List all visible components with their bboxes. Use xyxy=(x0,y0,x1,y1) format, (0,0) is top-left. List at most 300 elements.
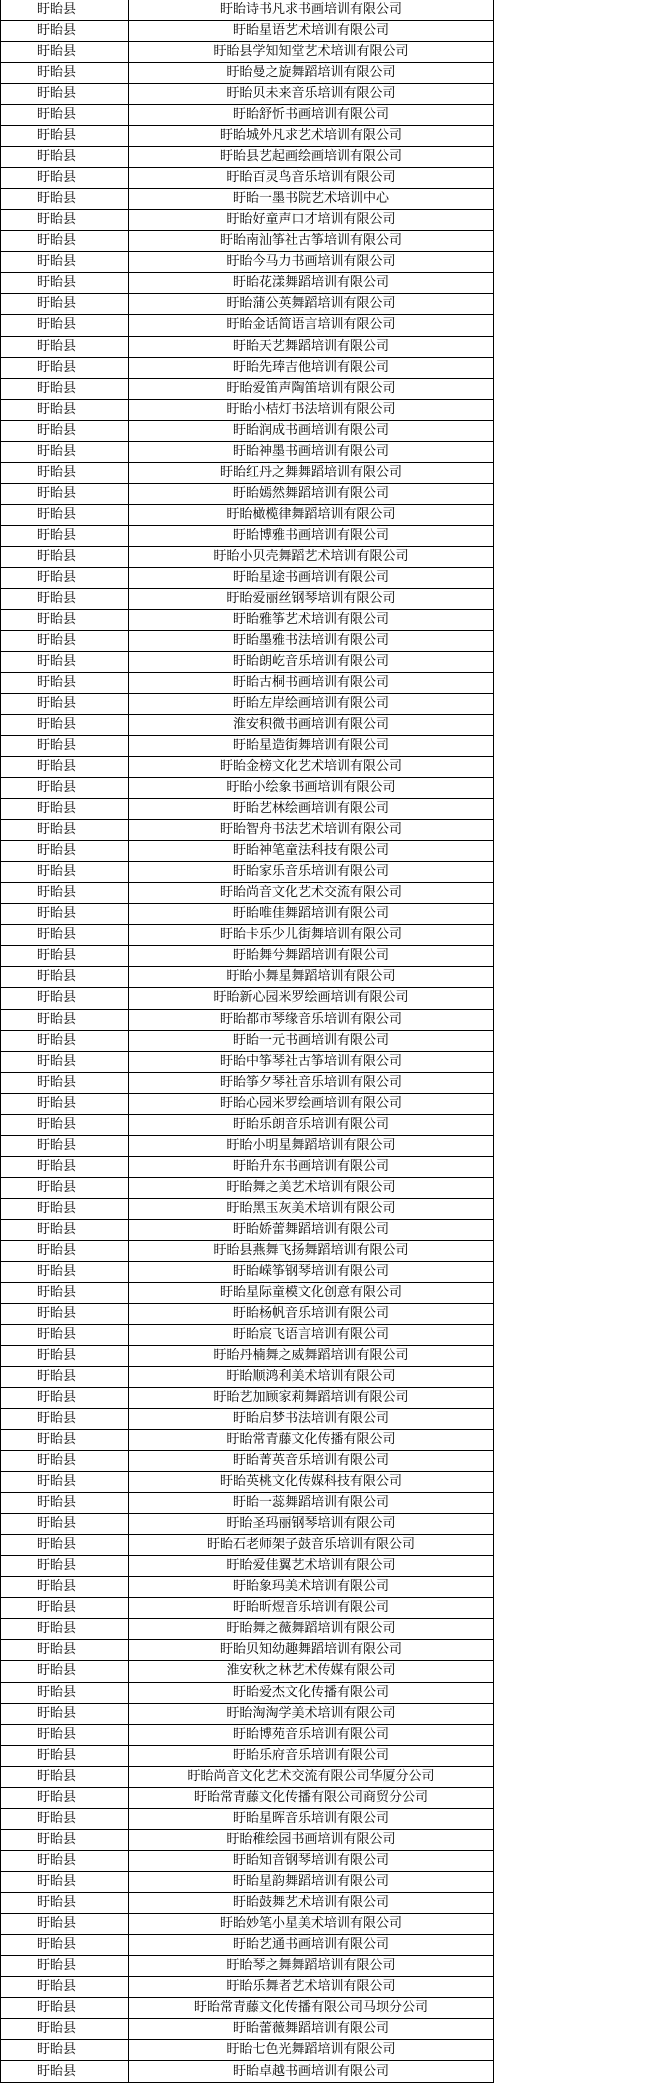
county-cell: 盱眙县 xyxy=(1,2019,129,2040)
county-cell: 盱眙县 xyxy=(1,1282,129,1303)
table-row xyxy=(1,1997,653,2018)
table-row xyxy=(1,1871,653,1892)
county-cell: 盱眙县 xyxy=(1,1240,129,1261)
table-row xyxy=(1,1535,653,1556)
empty-margin-cell xyxy=(494,0,653,21)
county-cell: 盱眙县 xyxy=(1,1030,129,1051)
county-cell: 盱眙县 xyxy=(1,841,129,862)
company-name-cell: 盱眙红丹之舞舞蹈培训有限公司 xyxy=(129,462,494,483)
empty-margin-cell xyxy=(494,1135,653,1156)
company-name-cell: 盱眙丹楠舞之威舞蹈培训有限公司 xyxy=(129,1346,494,1367)
company-name-cell: 盱眙圣玛丽钢琴培训有限公司 xyxy=(129,1514,494,1535)
company-name-cell: 盱眙舒忻书画培训有限公司 xyxy=(129,105,494,126)
county-cell: 盱眙县 xyxy=(1,1577,129,1598)
table-row xyxy=(1,1745,653,1766)
county-cell: 盱眙县 xyxy=(1,483,129,504)
county-cell: 盱眙县 xyxy=(1,609,129,630)
empty-margin-cell xyxy=(494,273,653,294)
county-cell: 盱眙县 xyxy=(1,1346,129,1367)
company-name-cell: 盱眙雅筝艺术培训有限公司 xyxy=(129,609,494,630)
company-name-cell: 盱眙左岸绘画培训有限公司 xyxy=(129,694,494,715)
empty-margin-cell xyxy=(494,883,653,904)
county-cell: 盱眙县 xyxy=(1,1051,129,1072)
county-cell: 盱眙县 xyxy=(1,778,129,799)
company-name-cell: 盱眙小桔灯书法培训有限公司 xyxy=(129,399,494,420)
table-row xyxy=(1,988,653,1009)
company-name-cell: 盱眙今马力书画培训有限公司 xyxy=(129,252,494,273)
company-name-cell: 盱眙稚绘园书画培训有限公司 xyxy=(129,1829,494,1850)
company-name-cell: 盱眙乐朗音乐培训有限公司 xyxy=(129,1114,494,1135)
table-row xyxy=(1,546,653,567)
company-name-cell: 盱眙昕煜音乐培训有限公司 xyxy=(129,1598,494,1619)
table-body xyxy=(1,0,653,2083)
company-name-cell: 盱眙舞之薇舞蹈培训有限公司 xyxy=(129,1619,494,1640)
table-row xyxy=(1,1640,653,1661)
county-cell: 盱眙县 xyxy=(1,967,129,988)
company-name-cell: 盱眙润成书画培训有限公司 xyxy=(129,420,494,441)
empty-margin-cell xyxy=(494,1409,653,1430)
empty-margin-cell xyxy=(494,1030,653,1051)
empty-margin-cell xyxy=(494,1367,653,1388)
company-name-cell: 盱眙墨雅书法培训有限公司 xyxy=(129,630,494,651)
company-name-cell: 盱眙石老师架子鼓音乐培训有限公司 xyxy=(129,1535,494,1556)
company-name-cell: 盱眙鼓舞艺术培训有限公司 xyxy=(129,1892,494,1913)
table-row xyxy=(1,2061,653,2083)
county-cell: 盱眙县 xyxy=(1,820,129,841)
county-cell: 盱眙县 xyxy=(1,1219,129,1240)
county-cell: 盱眙县 xyxy=(1,1703,129,1724)
company-name-cell: 盱眙星造街舞培训有限公司 xyxy=(129,736,494,757)
empty-margin-cell xyxy=(494,504,653,525)
empty-margin-cell xyxy=(494,1556,653,1577)
company-name-cell: 盱眙艺通书画培训有限公司 xyxy=(129,1934,494,1955)
company-name-cell: 盱眙星途书画培训有限公司 xyxy=(129,567,494,588)
county-cell: 盱眙县 xyxy=(1,2040,129,2061)
empty-margin-cell xyxy=(494,1955,653,1976)
empty-margin-cell xyxy=(494,1640,653,1661)
table-row xyxy=(1,1303,653,1324)
county-cell: 盱眙县 xyxy=(1,799,129,820)
county-cell: 盱眙县 xyxy=(1,651,129,672)
table-row xyxy=(1,651,653,672)
empty-margin-cell xyxy=(494,1451,653,1472)
empty-margin-cell xyxy=(494,420,653,441)
table-row xyxy=(1,1976,653,1997)
county-cell: 盱眙县 xyxy=(1,189,129,210)
empty-margin-cell xyxy=(494,1514,653,1535)
company-name-cell: 盱眙都市琴缘音乐培训有限公司 xyxy=(129,1009,494,1030)
county-cell: 盱眙县 xyxy=(1,231,129,252)
table-row xyxy=(1,42,653,63)
empty-margin-cell xyxy=(494,651,653,672)
county-cell: 盱眙县 xyxy=(1,736,129,757)
table-row xyxy=(1,841,653,862)
empty-margin-cell xyxy=(494,694,653,715)
table-row xyxy=(1,1198,653,1219)
empty-margin-cell xyxy=(494,252,653,273)
table-row xyxy=(1,462,653,483)
county-cell: 盱眙县 xyxy=(1,1261,129,1282)
company-name-cell: 盱眙七色光舞蹈培训有限公司 xyxy=(129,2040,494,2061)
company-name-cell: 盱眙南汕筝社古筝培训有限公司 xyxy=(129,231,494,252)
empty-margin-cell xyxy=(494,736,653,757)
table-row xyxy=(1,1892,653,1913)
company-name-cell: 盱眙尚音文化艺术交流有限公司 xyxy=(129,883,494,904)
county-cell: 盱眙县 xyxy=(1,988,129,1009)
company-name-cell: 盱眙家乐音乐培训有限公司 xyxy=(129,862,494,883)
county-cell: 盱眙县 xyxy=(1,462,129,483)
county-cell: 盱眙县 xyxy=(1,441,129,462)
empty-margin-cell xyxy=(494,609,653,630)
table-row xyxy=(1,1346,653,1367)
table-row xyxy=(1,1051,653,1072)
company-name-cell: 盱眙金话简语言培训有限公司 xyxy=(129,315,494,336)
empty-margin-cell xyxy=(494,2019,653,2040)
table-row xyxy=(1,315,653,336)
empty-margin-cell xyxy=(494,84,653,105)
company-name-cell: 盱眙天艺舞蹈培训有限公司 xyxy=(129,336,494,357)
table-row xyxy=(1,567,653,588)
county-cell: 盱眙县 xyxy=(1,883,129,904)
company-name-cell: 盱眙小绘象书画培训有限公司 xyxy=(129,778,494,799)
empty-margin-cell xyxy=(494,1261,653,1282)
company-name-cell: 盱眙爱佳翼艺术培训有限公司 xyxy=(129,1556,494,1577)
county-cell: 盱眙县 xyxy=(1,252,129,273)
company-name-cell: 盱眙橄榄律舞蹈培训有限公司 xyxy=(129,504,494,525)
county-cell: 盱眙县 xyxy=(1,546,129,567)
company-name-cell: 盱眙乐府音乐培训有限公司 xyxy=(129,1745,494,1766)
empty-margin-cell xyxy=(494,1829,653,1850)
company-name-cell: 盱眙神笔童法科技有限公司 xyxy=(129,841,494,862)
table-row xyxy=(1,21,653,42)
county-cell: 盱眙县 xyxy=(1,1388,129,1409)
county-cell: 盱眙县 xyxy=(1,1409,129,1430)
empty-margin-cell xyxy=(494,715,653,736)
company-name-cell: 盱眙贝未来音乐培训有限公司 xyxy=(129,84,494,105)
company-name-cell: 盱眙妙笔小星美术培训有限公司 xyxy=(129,1913,494,1934)
county-cell: 盱眙县 xyxy=(1,1451,129,1472)
table-row xyxy=(1,252,653,273)
empty-margin-cell xyxy=(494,757,653,778)
table-row xyxy=(1,1934,653,1955)
empty-margin-cell xyxy=(494,673,653,694)
county-cell: 盱眙县 xyxy=(1,862,129,883)
company-name-cell: 淮安积微书画培训有限公司 xyxy=(129,715,494,736)
company-name-cell: 盱眙县学知知堂艺术培训有限公司 xyxy=(129,42,494,63)
county-cell: 盱眙县 xyxy=(1,1303,129,1324)
table-row xyxy=(1,757,653,778)
empty-margin-cell xyxy=(494,1913,653,1934)
table-row xyxy=(1,1850,653,1871)
empty-margin-cell xyxy=(494,1093,653,1114)
empty-margin-cell xyxy=(494,105,653,126)
empty-margin-cell xyxy=(494,1303,653,1324)
empty-margin-cell xyxy=(494,336,653,357)
company-name-cell: 盱眙诗书凡求书画培训有限公司 xyxy=(129,0,494,21)
company-name-cell: 盱眙启梦书法培训有限公司 xyxy=(129,1409,494,1430)
empty-margin-cell xyxy=(494,820,653,841)
empty-margin-cell xyxy=(494,42,653,63)
table-row xyxy=(1,1787,653,1808)
empty-margin-cell xyxy=(494,1051,653,1072)
table-row xyxy=(1,1556,653,1577)
empty-margin-cell xyxy=(494,988,653,1009)
table-row xyxy=(1,820,653,841)
table-row xyxy=(1,2019,653,2040)
empty-margin-cell xyxy=(494,294,653,315)
company-name-cell: 盱眙中筝琴社古筝培训有限公司 xyxy=(129,1051,494,1072)
company-name-cell: 盱眙嵘筝钢琴培训有限公司 xyxy=(129,1261,494,1282)
county-cell: 盱眙县 xyxy=(1,1493,129,1514)
empty-margin-cell xyxy=(494,2040,653,2061)
empty-margin-cell xyxy=(494,1682,653,1703)
empty-margin-cell xyxy=(494,1072,653,1093)
table-row xyxy=(1,294,653,315)
empty-margin-cell xyxy=(494,1724,653,1745)
table-row xyxy=(1,273,653,294)
county-cell: 盱眙县 xyxy=(1,1514,129,1535)
county-cell: 盱眙县 xyxy=(1,1598,129,1619)
empty-margin-cell xyxy=(494,630,653,651)
county-cell: 盱眙县 xyxy=(1,1997,129,2018)
table-row xyxy=(1,420,653,441)
company-name-cell: 盱眙心园米罗绘画培训有限公司 xyxy=(129,1093,494,1114)
table-row xyxy=(1,609,653,630)
county-cell: 盱眙县 xyxy=(1,42,129,63)
table-row xyxy=(1,736,653,757)
empty-margin-cell xyxy=(494,1892,653,1913)
empty-margin-cell xyxy=(494,778,653,799)
county-cell: 盱眙县 xyxy=(1,210,129,231)
county-cell: 盱眙县 xyxy=(1,1156,129,1177)
company-name-cell: 盱眙小明星舞蹈培训有限公司 xyxy=(129,1135,494,1156)
table-row xyxy=(1,63,653,84)
county-cell: 盱眙县 xyxy=(1,315,129,336)
company-name-cell: 盱眙象玛美术培训有限公司 xyxy=(129,1577,494,1598)
empty-margin-cell xyxy=(494,1703,653,1724)
table-row xyxy=(1,1493,653,1514)
company-name-cell: 盱眙蒲公英舞蹈培训有限公司 xyxy=(129,294,494,315)
table-row xyxy=(1,588,653,609)
empty-margin-cell xyxy=(494,925,653,946)
county-cell: 盱眙县 xyxy=(1,420,129,441)
table-row xyxy=(1,1009,653,1030)
company-name-cell: 盱眙黑玉灰美术培训有限公司 xyxy=(129,1198,494,1219)
table-row xyxy=(1,1724,653,1745)
county-cell: 盱眙县 xyxy=(1,357,129,378)
empty-margin-cell xyxy=(494,1282,653,1303)
empty-margin-cell xyxy=(494,1198,653,1219)
empty-margin-cell xyxy=(494,862,653,883)
company-name-cell: 盱眙古桐书画培训有限公司 xyxy=(129,673,494,694)
company-name-cell: 盱眙菁英音乐培训有限公司 xyxy=(129,1451,494,1472)
company-name-cell: 盱眙常青藤文化传播有限公司商贸分公司 xyxy=(129,1787,494,1808)
table-row xyxy=(1,1261,653,1282)
empty-margin-cell xyxy=(494,1114,653,1135)
empty-margin-cell xyxy=(494,1850,653,1871)
table-row xyxy=(1,1324,653,1345)
county-cell: 盱眙县 xyxy=(1,525,129,546)
empty-margin-cell xyxy=(494,841,653,862)
empty-margin-cell xyxy=(494,1535,653,1556)
company-name-cell: 盱眙花漾舞蹈培训有限公司 xyxy=(129,273,494,294)
table-row xyxy=(1,1829,653,1850)
company-name-cell: 盱眙县艺起画绘画培训有限公司 xyxy=(129,147,494,168)
empty-margin-cell xyxy=(494,1219,653,1240)
company-name-cell: 盱眙先琫吉他培训有限公司 xyxy=(129,357,494,378)
empty-margin-cell xyxy=(494,1661,653,1682)
company-name-cell: 盱眙朗屹音乐培训有限公司 xyxy=(129,651,494,672)
table-row xyxy=(1,1135,653,1156)
table-row xyxy=(1,925,653,946)
empty-margin-cell xyxy=(494,967,653,988)
table-row xyxy=(1,904,653,925)
company-name-cell: 盱眙卡乐少儿街舞培训有限公司 xyxy=(129,925,494,946)
empty-margin-cell xyxy=(494,1934,653,1955)
county-cell: 盱眙县 xyxy=(1,630,129,651)
company-name-cell: 盱眙小贝壳舞蹈艺术培训有限公司 xyxy=(129,546,494,567)
county-cell: 盱眙县 xyxy=(1,1850,129,1871)
county-cell: 盱眙县 xyxy=(1,1745,129,1766)
table-row xyxy=(1,883,653,904)
table-row xyxy=(1,525,653,546)
table-row xyxy=(1,1598,653,1619)
table-row xyxy=(1,1682,653,1703)
table-row xyxy=(1,357,653,378)
county-cell: 盱眙县 xyxy=(1,294,129,315)
table-row xyxy=(1,1388,653,1409)
empty-margin-cell xyxy=(494,483,653,504)
company-name-cell: 盱眙顺鸿利美术培训有限公司 xyxy=(129,1367,494,1388)
table-row xyxy=(1,1472,653,1493)
company-name-cell: 盱眙爱杰文化传播有限公司 xyxy=(129,1682,494,1703)
table-row xyxy=(1,946,653,967)
county-cell: 盱眙县 xyxy=(1,673,129,694)
company-name-cell: 盱眙爱笛声陶笛培训有限公司 xyxy=(129,378,494,399)
table-row xyxy=(1,1030,653,1051)
county-cell: 盱眙县 xyxy=(1,1135,129,1156)
empty-margin-cell xyxy=(494,147,653,168)
table-row xyxy=(1,147,653,168)
table-row xyxy=(1,1409,653,1430)
table-row xyxy=(1,210,653,231)
company-name-cell: 盱眙尚音文化艺术交流有限公司华厦分公司 xyxy=(129,1766,494,1787)
table-row xyxy=(1,1766,653,1787)
county-cell: 盱眙县 xyxy=(1,1640,129,1661)
table-row xyxy=(1,1114,653,1135)
company-name-cell: 盱眙贝知幼趣舞蹈培训有限公司 xyxy=(129,1640,494,1661)
company-name-cell: 盱眙博雅书画培训有限公司 xyxy=(129,525,494,546)
empty-margin-cell xyxy=(494,462,653,483)
county-cell: 盱眙县 xyxy=(1,904,129,925)
county-cell: 盱眙县 xyxy=(1,105,129,126)
empty-margin-cell xyxy=(494,168,653,189)
table-row xyxy=(1,483,653,504)
county-cell: 盱眙县 xyxy=(1,378,129,399)
county-cell: 盱眙县 xyxy=(1,1871,129,1892)
company-name-cell: 盱眙小舞星舞蹈培训有限公司 xyxy=(129,967,494,988)
county-cell: 盱眙县 xyxy=(1,1009,129,1030)
empty-margin-cell xyxy=(494,189,653,210)
empty-margin-cell xyxy=(494,126,653,147)
county-cell: 盱眙县 xyxy=(1,1472,129,1493)
county-cell: 盱眙县 xyxy=(1,1682,129,1703)
table-row xyxy=(1,1703,653,1724)
empty-margin-cell xyxy=(494,1324,653,1345)
company-name-cell: 盱眙杨帆音乐培训有限公司 xyxy=(129,1303,494,1324)
empty-margin-cell xyxy=(494,1472,653,1493)
county-cell: 盱眙县 xyxy=(1,1724,129,1745)
county-cell: 盱眙县 xyxy=(1,1766,129,1787)
company-name-cell: 盱眙星语艺术培训有限公司 xyxy=(129,21,494,42)
empty-margin-cell xyxy=(494,1346,653,1367)
table-row xyxy=(1,1451,653,1472)
county-cell: 盱眙县 xyxy=(1,1934,129,1955)
county-cell: 盱眙县 xyxy=(1,1367,129,1388)
table-row xyxy=(1,1367,653,1388)
company-name-cell: 盱眙星韵舞蹈培训有限公司 xyxy=(129,1871,494,1892)
company-name-cell: 盱眙一墨书院艺术培训中心 xyxy=(129,189,494,210)
county-cell: 盱眙县 xyxy=(1,0,129,21)
county-cell: 盱眙县 xyxy=(1,504,129,525)
empty-margin-cell xyxy=(494,1598,653,1619)
table-row xyxy=(1,715,653,736)
company-name-cell: 盱眙舞兮舞蹈培训有限公司 xyxy=(129,946,494,967)
county-cell: 盱眙县 xyxy=(1,946,129,967)
county-cell: 盱眙县 xyxy=(1,1787,129,1808)
company-name-cell: 盱眙县燕舞飞扬舞蹈培训有限公司 xyxy=(129,1240,494,1261)
company-name-cell: 盱眙神墨书画培训有限公司 xyxy=(129,441,494,462)
empty-margin-cell xyxy=(494,21,653,42)
county-cell: 盱眙县 xyxy=(1,336,129,357)
table-row xyxy=(1,1955,653,1976)
table-row xyxy=(1,0,653,21)
county-cell: 盱眙县 xyxy=(1,1556,129,1577)
empty-margin-cell xyxy=(494,946,653,967)
county-cell: 盱眙县 xyxy=(1,1619,129,1640)
empty-margin-cell xyxy=(494,231,653,252)
table-row xyxy=(1,336,653,357)
empty-margin-cell xyxy=(494,799,653,820)
empty-margin-cell xyxy=(494,2061,653,2083)
county-cell: 盱眙县 xyxy=(1,84,129,105)
empty-margin-cell xyxy=(494,1156,653,1177)
empty-margin-cell xyxy=(494,357,653,378)
county-cell: 盱眙县 xyxy=(1,399,129,420)
empty-margin-cell xyxy=(494,210,653,231)
table-row xyxy=(1,1514,653,1535)
company-name-cell: 盱眙好童声口才培训有限公司 xyxy=(129,210,494,231)
empty-margin-cell xyxy=(494,441,653,462)
county-cell: 盱眙县 xyxy=(1,1913,129,1934)
company-name-cell: 盱眙百灵鸟音乐培训有限公司 xyxy=(129,168,494,189)
company-name-cell: 盱眙娇蕾舞蹈培训有限公司 xyxy=(129,1219,494,1240)
empty-margin-cell xyxy=(494,1787,653,1808)
table-row xyxy=(1,799,653,820)
empty-margin-cell xyxy=(494,1240,653,1261)
county-cell: 盱眙县 xyxy=(1,1976,129,1997)
company-name-cell: 盱眙淘淘学美术培训有限公司 xyxy=(129,1703,494,1724)
county-cell: 盱眙县 xyxy=(1,168,129,189)
table-row xyxy=(1,1072,653,1093)
company-name-cell: 盱眙金榜文化艺术培训有限公司 xyxy=(129,757,494,778)
table-row xyxy=(1,778,653,799)
company-name-cell: 盱眙升东书画培训有限公司 xyxy=(129,1156,494,1177)
county-cell: 盱眙县 xyxy=(1,1829,129,1850)
empty-margin-cell xyxy=(494,525,653,546)
company-name-cell: 盱眙博苑音乐培训有限公司 xyxy=(129,1724,494,1745)
county-cell: 盱眙县 xyxy=(1,1198,129,1219)
